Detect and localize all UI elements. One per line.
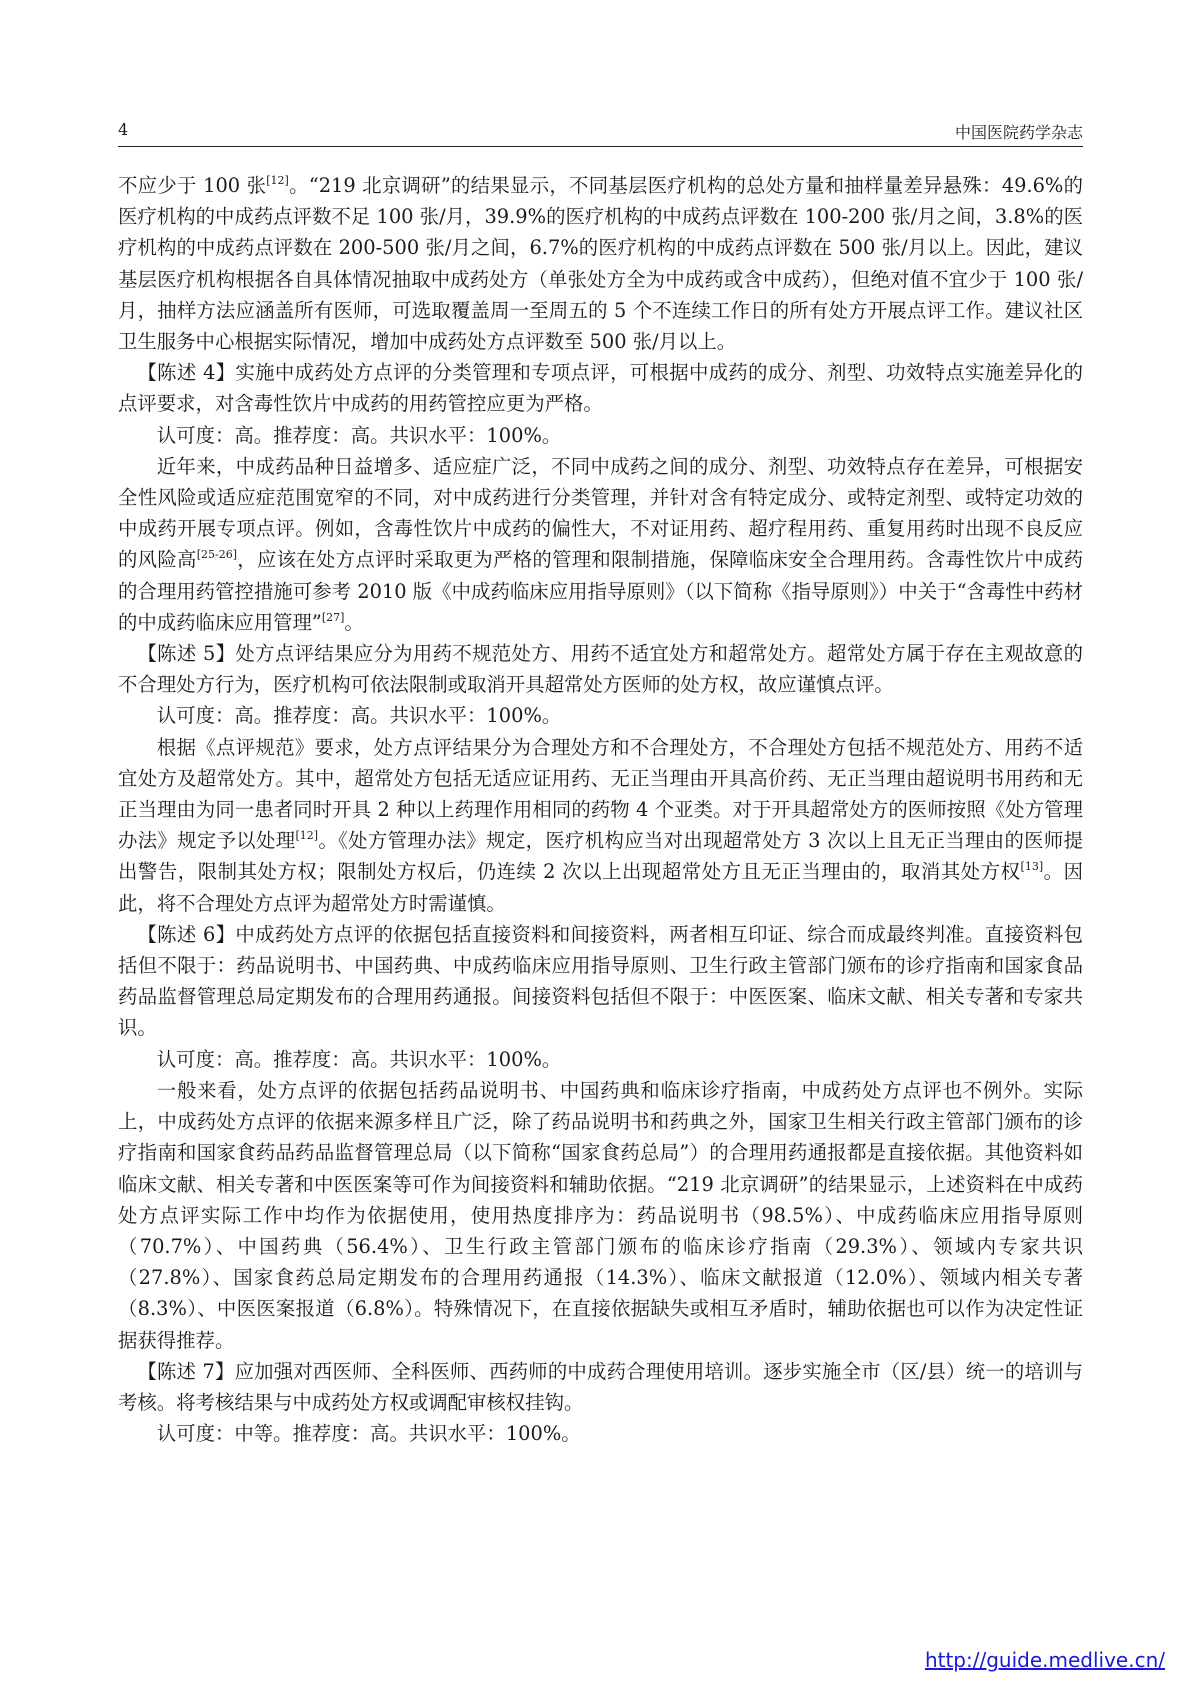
statement-paragraph [118,1356,1083,1418]
source-url-link[interactable]: http://guide.medlive.cn/ [924,1648,1165,1672]
text-run: ，应该在处方点评时采取更为严格的管理和限制措施，保障临床安全合理用药。含毒性饮片中成药的合理用药管控措施可参考 2010 版《中成药临床应用指导原则》（以下简称《指导原则》）中关于“含毒性中药材的中成药临床应用管理” [118,548,1084,634]
text-run: 不应少于 100 张 [118,174,267,197]
text-run: 。《处方管理办法》规定，医疗机构应当对出现超常处方 3 次以上且无正当理由的医师提出警告，限制其处方权；限制处方权后，仍连续 2 次以上出现超常处方且无正当理由的，取消其处方权 [118,829,1083,884]
citation-ref: [25-26] [196,548,237,562]
text-run: 【陈述 7】应加强对西医师、全科医师、西药师的中成药合理使用培训。逐步实施全市（区/县）统一的培训与考核。将考核结果与中成药处方权或调配审核权挂钩。 [118,1359,1083,1414]
body-paragraph [118,1044,1083,1075]
page-header [118,118,1083,147]
page-number: 4 [118,120,129,139]
text-run: 认可度：中等。推荐度：高。共识水平：100%。 [156,1422,581,1446]
body-paragraph [118,451,1083,638]
citation-ref: [13] [1020,860,1044,874]
text-run: 认可度：高。推荐度：高。共识水平：100%。 [156,423,562,447]
body-paragraph [118,1418,1083,1449]
text-run: 认可度：高。推荐度：高。共识水平：100%。 [156,1047,562,1071]
body-paragraph [118,1075,1083,1356]
text-run: 【陈述 6】中成药处方点评的依据包括直接资料和间接资料，两者相互印证、综合而成最终判准。直接资料包括但不限于：药品说明书、中国药典、中成药临床应用指导原则、卫生行政主管部门颁布的诊疗指南和国家食品药品监督管理总局定期发布的合理用药通报。间接资料包括但不限于：中医医案、临床文献、相关专著和专家共识。 [118,922,1083,1040]
body-paragraph [118,732,1083,919]
text-run: 。“219 北京调研”的结果显示，不同基层医疗机构的总处方量和抽样量差异悬殊：49.6%的医疗机构的中成药点评数不足 100 张/月，39.9%的医疗机构的中成药点评数在 100-200 张/月之间，3.8%的医疗机构的中成药点评数在 200-500 张/月之间，6.7%的医疗机构的中成药点评数在 500 张/月以上。因此，建议基层医疗机构根据各自具体情况抽取中成药处方（单张处方全为中成药或含中成药），但绝对值不宜少于 100 张/月，抽样方法应涵盖所有医师，可选取覆盖周一至周五的 5 个不连续工作日的所有处方开展点评工作。建议社区卫生服务中心根据实际情况，增加中成药处方点评数至 500 张/月以上。 [118,174,1083,354]
body-paragraph [118,700,1083,731]
body-paragraph [118,170,1083,357]
statement-paragraph [118,919,1083,1044]
statement-paragraph [118,638,1083,700]
citation-ref: [12] [266,174,289,187]
citation-ref: [27] [321,610,345,624]
text-run: 认可度：高。推荐度：高。共识水平：100%。 [156,704,562,728]
citation-ref: [12] [295,829,319,843]
article-body [118,170,1083,1449]
text-run: 。 [344,610,364,634]
text-run: 。因此，将不合理处方点评为超常处方时需谨慎。 [118,860,1083,915]
text-run: 一般来看，处方点评的依据包括药品说明书、中国药典和临床诊疗指南，中成药处方点评也不例外。实际上，中成药处方点评的依据来源多样且广泛，除了药品说明书和药典之外，国家卫生相关行政主管部门颁布的诊疗指南和国家食药品药品监督管理总局（以下简称“国家食药总局”）的合理用药通报都是直接依据。其他资料如临床文献、相关专著和中医医案等可作为间接资料和辅助依据。“219 北京调研”的结果显示，上述资料在中成药处方点评实际工作中均作为依据使用，使用热度排序为：药品说明书（98.5%）、中成药临床应用指导原则（70.7%）、中国药典（56.4%）、卫生行政主管部门颁布的临床诊疗指南（29.3%）、领域内专家共识（27.8%）、国家食药总局定期发布的合理用药通报（14.3%）、临床文献报道（12.0%）、领域内相关专著（8.3%）、中医医案报道（6.8%）。特殊情况下，在直接依据缺失或相互矛盾时，辅助依据也可以作为决定性证据获得推荐。 [118,1078,1083,1352]
journal-title: 中国医院药学杂志 [954,123,1083,142]
text-run: 近年来，中成药品种日益增多、适应症广泛，不同中成药之间的成分、剂型、功效特点存在差异，可根据安全性风险或适应症范围宽窄的不同，对中成药进行分类管理，并针对含有特定成分、或特定剂型、或特定功效的中成药开展专项点评。例如，含毒性饮片中成药的偏性大，不对证用药、超疗程用药、重复用药时出现不良反应的风险高 [118,454,1083,572]
body-paragraph [118,420,1083,451]
text-run: 【陈述 4】实施中成药处方点评的分类管理和专项点评，可根据中成药的成分、剂型、功效特点实施差异化的点评要求，对含毒性饮片中成药的用药管控应更为严格。 [118,361,1083,416]
text-run: 【陈述 5】处方点评结果应分为用药不规范处方、用药不适宜处方和超常处方。超常处方属于存在主观故意的不合理处方行为，医疗机构可依法限制或取消开具超常处方医师的处方权，故应谨慎点评。 [118,642,1083,697]
statement-paragraph [118,357,1083,419]
text-run: 根据《点评规范》要求，处方点评结果分为合理处方和不合理处方，不合理处方包括不规范处方、用药不适宜处方及超常处方。其中，超常处方包括无适应证用药、无正当理由开具高价药、无正当理由超说明书用药和无正当理由为同一患者同时开具 2 种以上药理作用相同的药物 4 个亚类。对于开具超常处方的医师按照《处方管理办法》规定予以处理 [118,735,1083,853]
